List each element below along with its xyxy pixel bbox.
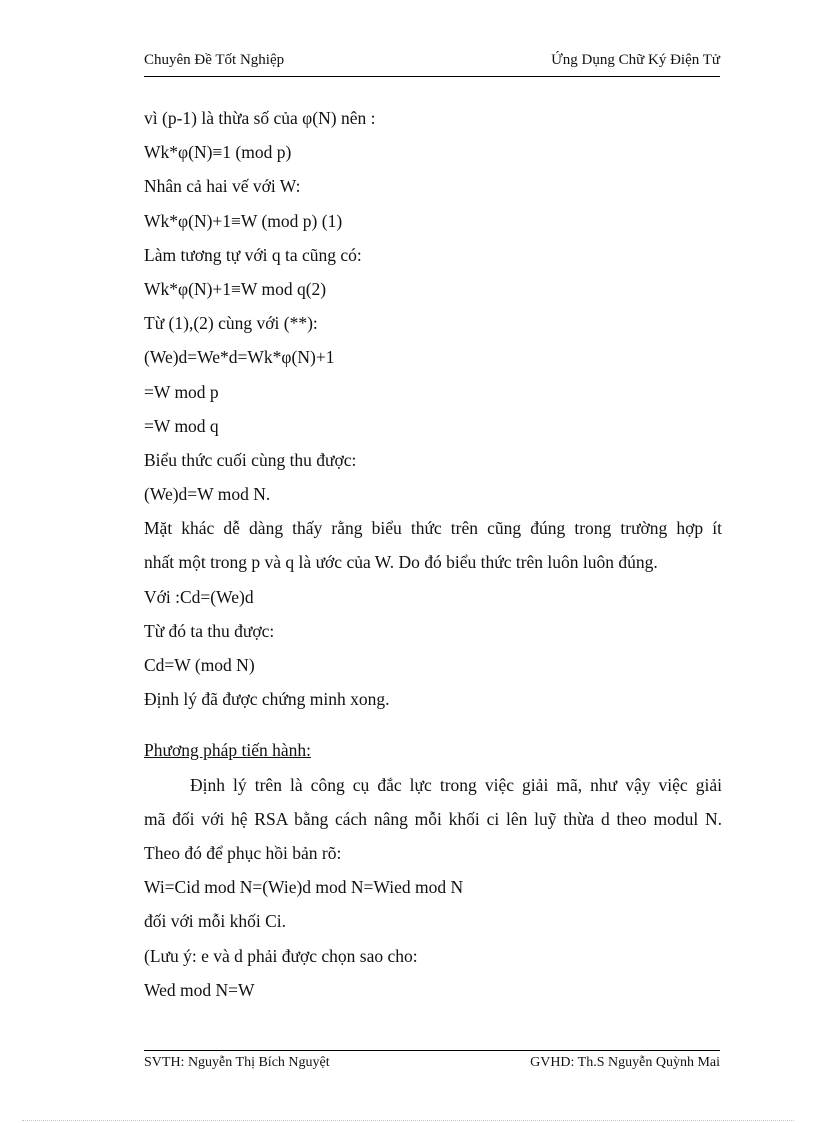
formula-line: Wk*φ(N)≡1 (mod p) [144,142,292,163]
paragraph-line: Định lý trên là công cụ đắc lực trong việc giải mã, như vậy việc giải [190,774,722,795]
footer-rule [144,1050,720,1051]
paragraph-line: Mặt khác dễ dàng thấy rằng biểu thức trên cũng đúng trong trường hợp ít [144,518,722,539]
formula-line: =W mod p [144,381,219,402]
formula-line: (We)d=We*d=Wk*φ(N)+1 [144,347,335,368]
text-line: Biểu thức cuối cùng thu được: [144,449,357,470]
text-line: Nhân cả hai vế với W: [144,176,301,197]
header-left-title: Chuyên Đề Tốt Nghiệp [144,52,285,68]
document-body [144,101,722,1007]
text-line: Định lý đã được chứng minh xong. [144,689,390,710]
formula-line: =W mod q [144,415,219,436]
text-line: đối với mỗi khối Ci. [144,911,286,932]
text-line: (Lưu ý: e và d phải được chọn sao cho: [144,945,418,966]
header-right-title: Ứng Dụng Chữ Ký Điện Tử [551,52,720,68]
formula-line: Với :Cd=(We)d [144,586,254,607]
formula-line: Wed mod N=W [144,979,255,1000]
text-line: Từ đó ta thu được: [144,620,275,641]
formula-line: Wk*φ(N)+1≡W (mod p) (1) [144,210,343,231]
footer-advisor: GVHD: Th.S Nguyễn Quỳnh Mai [530,1055,720,1070]
text-line: Làm tương tự với q ta cũng có: [144,244,362,265]
page-header [144,50,720,72]
page-edge-divider [22,1120,794,1121]
formula-line: (We)d=W mod N. [144,484,271,505]
formula-line: Wi=Cid mod N=(Wie)d mod N=Wied mod N [144,877,464,898]
paragraph-line: mã đối với hệ RSA bằng cách nâng mỗi khối ci lên luỹ thừa d theo modul N. [144,808,722,829]
page-footer [144,1054,720,1074]
text-line: Từ (1),(2) cùng với (**): [144,313,318,334]
section-heading: Phương pháp tiến hành: [144,740,311,761]
paragraph-line: nhất một trong p và q là ước của W. Do đó biểu thức trên luôn luôn đúng. [144,552,658,573]
text-line: Theo đó để phục hồi bản rõ: [144,842,342,863]
formula-line: Cd=W (mod N) [144,655,255,675]
header-rule [144,76,720,77]
footer-student: SVTH: Nguyễn Thị Bích Nguyệt [144,1055,330,1070]
text-line: vì (p-1) là thừa số của φ(N) nên : [144,108,376,128]
formula-line: Wk*φ(N)+1≡W mod q(2) [144,278,327,299]
